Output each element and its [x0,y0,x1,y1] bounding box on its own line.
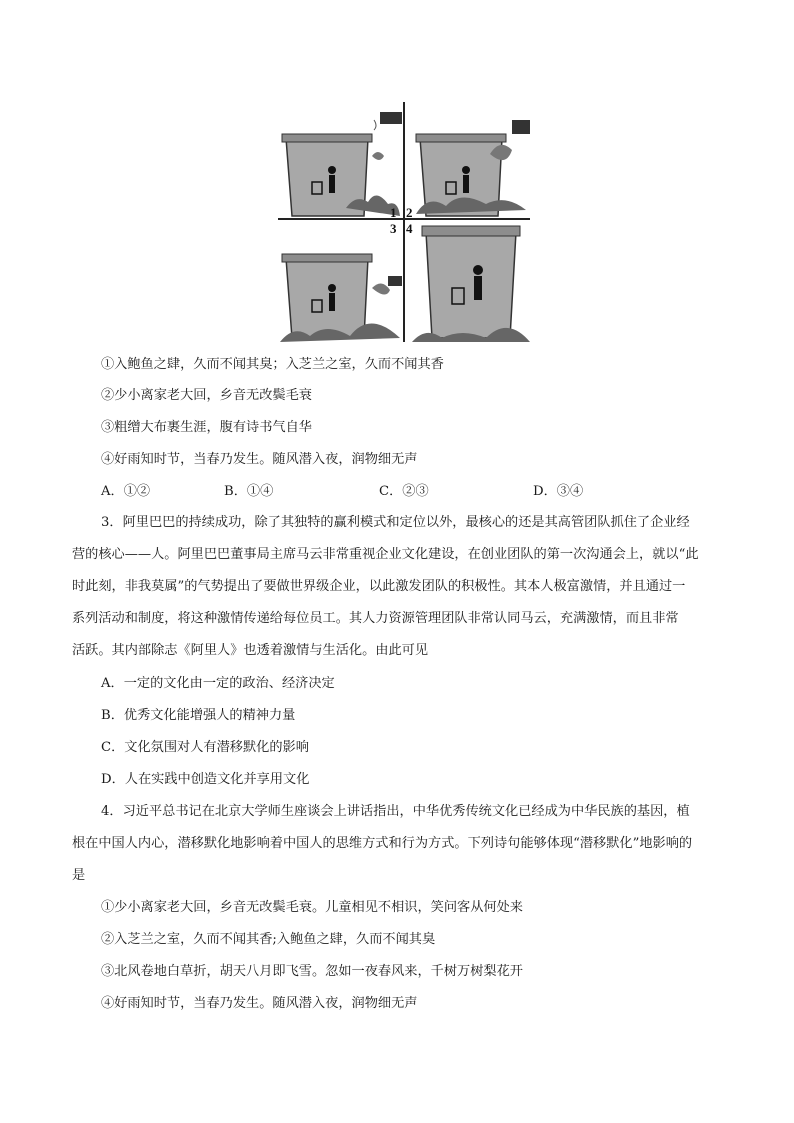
q3-line-3: 时此刻，非我莫属”的气势提出了要做世界级企业，以此激发团队的积极性。其本人极富激情，并且通过一 [72,579,686,594]
panel-number-2: 2 [406,205,413,220]
q3-line-1: 3．阿里巴巴的持续成功，除了其独特的赢利模式和定位以外，最核心的还是其高管团队抓住了企业经 [101,515,690,530]
q4-line-1: 4．习近平总书记在北京大学师生座谈会上讲话指出，中华优秀传统文化已经成为中华民族的基因，植 [101,804,690,819]
q2-item-3: ③粗缯大布裹生涯，腹有诗书气自华 [101,420,312,435]
q4-item-4: ④好雨知时节，当春乃发生。随风潜入夜，润物细无声 [101,996,418,1011]
q4-line-2: 根在中国人内心，潜移默化地影响着中国人的思维方式和行为方式。下列诗句能够体现“潜移默化”地影响的 [72,836,693,851]
q2-option-b[interactable]: B．①④ [224,484,274,499]
q3-option-a[interactable]: A．一定的文化由一定的政治、经济决定 [101,676,335,691]
trash-can-illustration [276,98,532,344]
q3-line-5: 活跃。其内部除志《阿里人》也透着激情与生活化。由此可见 [72,643,429,658]
q3-line-2: 营的核心——人。阿里巴巴董事局主席马云非常重视企业文化建设，在创业团队的第一次沟通会上，就以“此 [72,547,699,562]
panel-number-1: 1 [390,205,397,220]
q3-option-b[interactable]: B．优秀文化能增强人的精神力量 [101,708,296,723]
q2-item-4: ④好雨知时节，当春乃发生。随风潜入夜，润物细无声 [101,452,418,467]
four-panel-cartoon [276,98,532,344]
panel-number-3: 3 [390,221,397,236]
q2-item-2: ②少小离家老大回，乡音无改鬓毛衰 [101,388,312,403]
q3-option-c[interactable]: C．文化氛围对人有潜移默化的影响 [101,740,309,755]
q4-line-3: 是 [72,868,86,883]
q4-item-2: ②入芝兰之室，久而不闻其香;入鲍鱼之肆，久而不闻其臭 [101,932,436,947]
q4-item-1: ①少小离家老大回，乡音无改鬓毛衰。儿童相见不相识，笑问客从何处来 [101,900,523,915]
q3-line-4: 系列活动和制度，将这种激情传递给每位员工。其人力资源管理团队非常认同马云，充满激情，而且非常 [72,611,679,626]
panel-number-4: 4 [406,221,413,236]
q2-item-1: ①入鲍鱼之肆，久而不闻其臭；入芝兰之室，久而不闻其香 [101,357,444,372]
q2-option-a[interactable]: A．①② [101,484,151,499]
q2-option-c[interactable]: C．②③ [379,484,429,499]
q3-option-d[interactable]: D．人在实践中创造文化并享用文化 [101,772,310,787]
q4-item-3: ③北风卷地白草折，胡天八月即飞雪。忽如一夜春风来，千树万树梨花开 [101,964,523,979]
q2-options [101,482,701,502]
q2-option-d[interactable]: D．③④ [533,484,584,499]
